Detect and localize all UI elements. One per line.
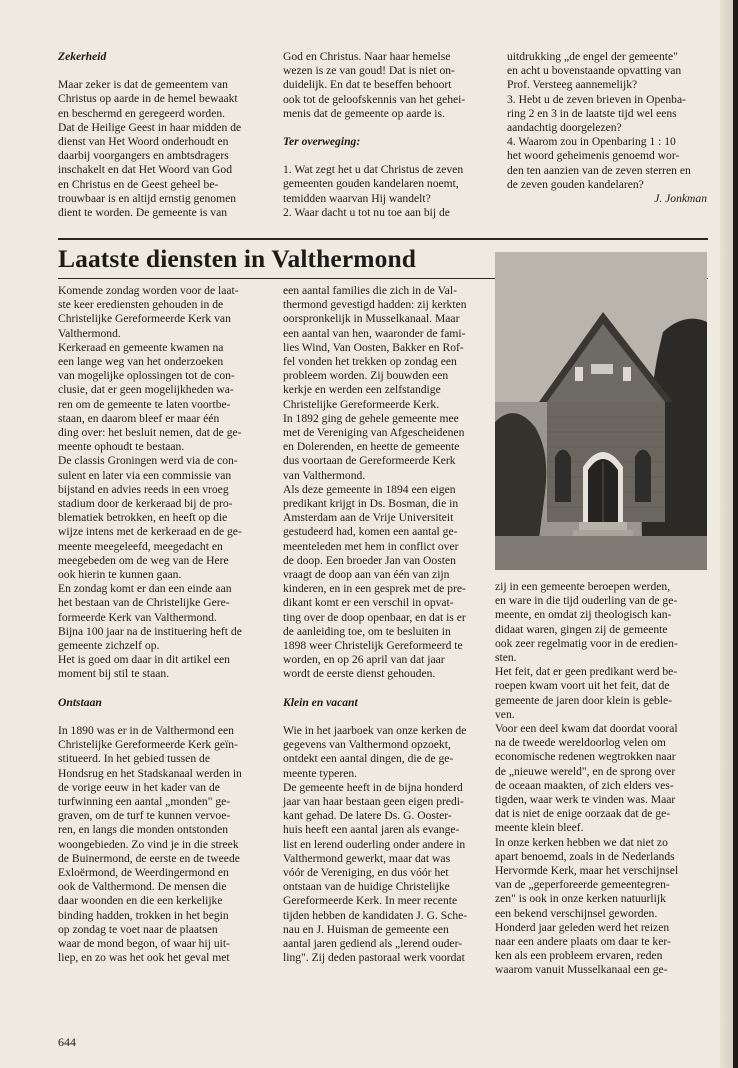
church-photo [495, 252, 707, 570]
column-3-text: zij in een gemeente beroepen werden, en ware in die tijd ouderling van de ge- meente, en omdat zij theologisch kan- didaat waren, gingen zij de gemeente ook zeer regelmatig voor in de eredien- sten. Het feit, dat er geen predikant werd be- roepen kwam voort uit het feit, dat de gemeente de jaren door klein is geble- ven. Voor een deel kwam dat doordat vooral na de tweede wereldoorlog velen om economische redenen wegtrokken naar de „nieuwe wereld", en de sprong over de oceaan maakten, of zich elders ves- tigden, waar werk te vinden was. Maar dat is niet de enige oorzaak dat de ge- meente klein bleef. In onze kerken hebben we dat niet zo apart benoemd, zoals in de Nederlands Hervormde Kerk, maar het verschijnsel van de „geperforeerde gemeentegren- zen" is ook in onze kerken natuurlijk een bekend verschijnsel geworden. Honderd jaar geleden werd het reizen naar een andere plaats om daar te ker- ken als een probleem ervaren, reden waarom vanuit Musselkanaal een ge- [495, 580, 679, 977]
article-column-3 [495, 580, 705, 978]
questions-text: uitdrukking „de engel der gemeente" en acht u bovenstaande opvatting van Prof. Versteeg aannemelijk? 3. Hebt u de zeven brieven in Openba- ring 2 en 3 in de laatste tijd wel eens aandachtig doorgelezen? 4. Waarom zou in Openbaring 1 : 10 het woord geheimenis genoemd wor- den ten aanzien van de zeven sterren en de zeven gouden kandelaren? [507, 50, 691, 191]
zekerheid-column [58, 50, 270, 220]
zekerheid-heading: Zekerheid [58, 50, 107, 63]
article-title: Laatste diensten in Valthermond [58, 244, 417, 273]
page-number: 644 [58, 1035, 76, 1049]
klein-vacant-text: Wie in het jaarboek van onze kerken de gegevens van Valthermond opzoekt, ontdekt een aantal dingen, die de ge- meente typeren. De gemeente heeft in de bijna honderd jaar van haar bestaan geen eigen predi- kant gehad. De latere Ds. G. Ooster- huis heeft een aantal jaren als evange- list en lerend ouderling onder andere in Valthermond gewerkt, maar dat was vóór de Vereniging, en dus vóór het ontstaan van de huidige Christelijke Gereformeerde Kerk. In meer recente tijden hebben de kandidaten J. G. Sche- nau en J. Huisman de gemeente een aantal jaren gediend als „lerend ouder- ling". Zij deden pastoraal werk voordat [283, 723, 468, 965]
page-edge-shadow [733, 0, 738, 1068]
zekerheid-text: Maar zeker is dat de gemeentem van Christus op aarde in de hemel bewaakt en beschermd en geregeerd worden. Dat de Heilige Geest in haar midden de dienst van Het Woord onderhoudt en daarbij voorgangers en ambtsdragers inschakelt en dat Het Woord van God en Christus en de Geest geheel be- trouwbaar is en altijd ernstig genomen dient te worden. De gemeente is van [58, 78, 242, 220]
ontstaan-text: In 1890 was er in de Valthermond een Christelijke Gereformeerde Kerk geïn- stitueerd. In het gebied tussen de Hondsrug en het Stadskanaal werden in de vorige eeuw in het kader van de turfwinning een aantal „monden" ge- graven, om de turf te kunnen vervoe- ren, en langs die monden ontstonden woongebieden. Zo vind je in die streek de Buinermond, de eerste en de tweede Exloërmond, de Weerdingermond en ook de Valthermond. De mensen die daar woonden en die een kerkelijke binding hadden, trokken in het begin op zondag te voet naar de plaatsen waar de mond begon, of waar hij uit- liep, en zo was het ook het geval met [58, 723, 242, 965]
article-column-2 [283, 284, 493, 965]
history-text: een aantal families die zich in de Val- thermond gevestigd hadden: zij kerkten oorspronkelijk in Musselkanaal. Maar een aantal van hen, waaronder de fami- lies Wind, Van Oosten, Bakker en Rof- fel vonden het trekken op zondag een probleem worden. Zij bouwden een kerkje en werden een zelfstandige Christelijke Gereformeerde Kerk. In 1892 ging de gehele gemeente mee met de Vereniging van Afgescheidenen en Dolerenden, en heette de gemeente dus voortaan de Gereformeerde Kerk van Valthermond. Als deze gemeente in 1894 een eigen predikant krijgt in Ds. Bosman, die in Amsterdam aan de Vrije Universiteit gestudeerd had, komen een aantal ge- meenteleden met hem in conflict over de doop. Een broeder Jan van Oosten vraagt de doop aan van één van zijn kinderen, en in een gesprek met de pre- dikant komt er een verschil in opvat- ting over de doop openbaar, en dat is er de aanleiding toe, om te besluiten in 1898 weer Christelijk Gereformeerd te worden, en op 26 april van dat jaar wordt de eerste dienst gehouden. [283, 284, 467, 681]
ontstaan-heading: Ontstaan [58, 695, 102, 709]
questions-column [507, 50, 707, 206]
intro-text: Komende zondag worden voor de laat- ste keer erediensten gehouden in de Christelijke Gereformeerde Kerk van Valthermond. Kerkeraad en gemeente kwamen na een lange weg van het onderzoeken van mogelijke oplossingen tot de con- clusie, dat er geen mogelijkheden wa- ren om de gemeente te laten voortbe- staan, en daarom bleef er maar één ding over: het besluit nemen, dat de ge- meente ophoudt te bestaan. De classis Groningen werd via de con- sulent en later via een commissie van bijstand en advies reeds in een vroeg stadium door de kerkeraad bij de pro- blematiek betrokken, en heeft op die wijze intens met de kerkeraad en de ge- meente meegeleefd, meegedacht en meegebeden om de weg van de Here ook hierin te kunnen gaan. En zondag komt er dan een einde aan het bestaan van de Christelijke Gere- formeerde Kerk van Valthermond. Bijna 100 jaar na de instituering heft de gemeente zichzelf op. Het is goed om daar in dit artikel een moment bij stil te staan. [58, 284, 242, 681]
overweging-text: 1. Wat zegt het u dat Christus de zeven gemeenten gouden kandelaren noemt, temidden waarvan Hij wandelt? 2. Waar dacht u tot nu toe aan bij de [283, 163, 464, 219]
article-column-1 [58, 284, 268, 965]
overweging-heading: Ter overweging: [283, 135, 361, 149]
overweging-column [283, 50, 495, 220]
mid-text: God en Christus. Naar haar hemelse wezen is ze van goud! Dat is niet on- duidelijk. En dat te beseffen behoort ook tot de geloofskennis van het gehei- menis dat de gemeente op aarde is. [283, 50, 466, 120]
signature: J. Jonkman [654, 192, 707, 206]
klein-vacant-heading: Klein en vacant [283, 695, 358, 709]
